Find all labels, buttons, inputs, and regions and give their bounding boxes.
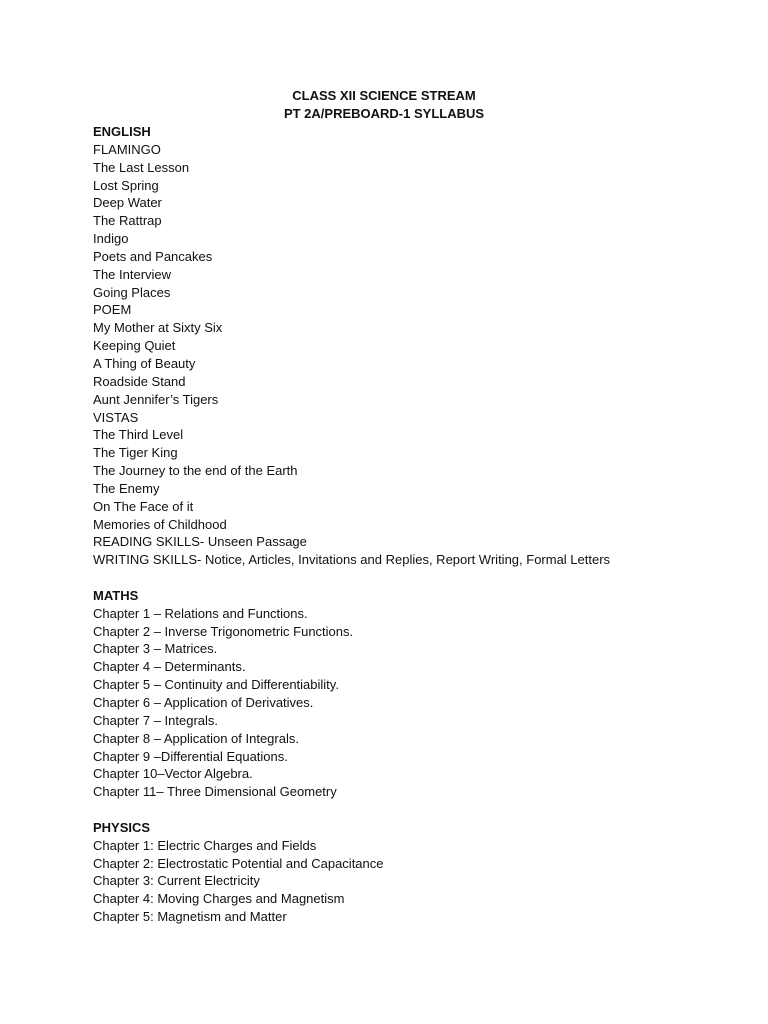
english-item: The Interview <box>93 266 172 282</box>
english-item: Memories of Childhood <box>93 516 227 532</box>
english-item: The Enemy <box>93 480 160 496</box>
english-item: The Third Level <box>93 427 184 443</box>
english-item: Aunt Jennifer’s Tigers <box>93 391 219 407</box>
maths-heading: MATHS <box>93 587 139 603</box>
english-item: On The Face of it <box>93 498 194 514</box>
english-heading: ENGLISH <box>93 124 151 139</box>
maths-chapter: Chapter 9 –Differential Equations. <box>93 748 288 764</box>
english-item: Roadside Stand <box>93 373 186 389</box>
english-section <box>93 123 733 569</box>
english-item: A Thing of Beauty <box>93 355 196 371</box>
english-item: Deep Water <box>93 195 162 211</box>
maths-chapter: Chapter 3 – Matrices. <box>93 641 218 657</box>
english-item: Poets and Pancakes <box>93 248 213 264</box>
english-item: The Journey to the end of the Earth <box>93 463 298 479</box>
english-item: Indigo <box>93 231 129 247</box>
physics-chapter: Chapter 1: Electric Charges and Fields <box>93 837 317 853</box>
physics-section <box>93 819 733 926</box>
physics-chapter: Chapter 3: Current Electricity <box>93 873 260 889</box>
document-title-block <box>0 87 768 123</box>
english-item: The Tiger King <box>93 445 178 461</box>
maths-chapter: Chapter 10–Vector Algebra. <box>93 766 253 782</box>
section-spacer <box>93 801 733 819</box>
english-item: VISTAS <box>93 409 139 425</box>
document-title: CLASS XII SCIENCE STREAM <box>292 88 476 103</box>
maths-chapter: Chapter 8 – Application of Integrals. <box>93 730 299 746</box>
english-item: WRITING SKILLS- Notice, Articles, Invitations and Replies, Report Writing, Formal Letters <box>93 552 611 568</box>
maths-section <box>93 587 733 801</box>
english-item: POEM <box>93 302 132 318</box>
maths-chapter: Chapter 11– Three Dimensional Geometry <box>93 784 337 800</box>
maths-chapter: Chapter 4 – Determinants. <box>93 659 246 675</box>
english-item: My Mother at Sixty Six <box>93 320 223 336</box>
document-subtitle: PT 2A/PREBOARD-1 SYLLABUS <box>283 106 485 121</box>
maths-chapter: Chapter 6 – Application of Derivatives. <box>93 695 314 710</box>
english-item: READING SKILLS- Unseen Passage <box>93 534 307 550</box>
physics-chapter: Chapter 2: Electrostatic Potential and Capacitance <box>93 855 384 871</box>
english-item: The Last Lesson <box>93 159 190 175</box>
section-spacer <box>93 569 733 587</box>
maths-chapter: Chapter 5 – Continuity and Differentiability. <box>93 677 339 693</box>
english-item: Keeping Quiet <box>93 338 176 354</box>
maths-chapter: Chapter 1 – Relations and Functions. <box>93 605 308 621</box>
physics-heading: PHYSICS <box>93 819 151 835</box>
physics-chapter: Chapter 4: Moving Charges and Magnetism <box>93 891 345 907</box>
english-item: Lost Spring <box>93 177 159 193</box>
syllabus-content <box>93 123 733 926</box>
english-item: The Rattrap <box>93 213 162 229</box>
english-item: FLAMINGO <box>93 141 161 157</box>
english-item: Going Places <box>93 284 171 300</box>
maths-chapter: Chapter 2 – Inverse Trigonometric Functions. <box>93 623 354 639</box>
physics-chapter: Chapter 5: Magnetism and Matter <box>93 909 287 925</box>
maths-chapter: Chapter 7 – Integrals. <box>93 712 219 728</box>
